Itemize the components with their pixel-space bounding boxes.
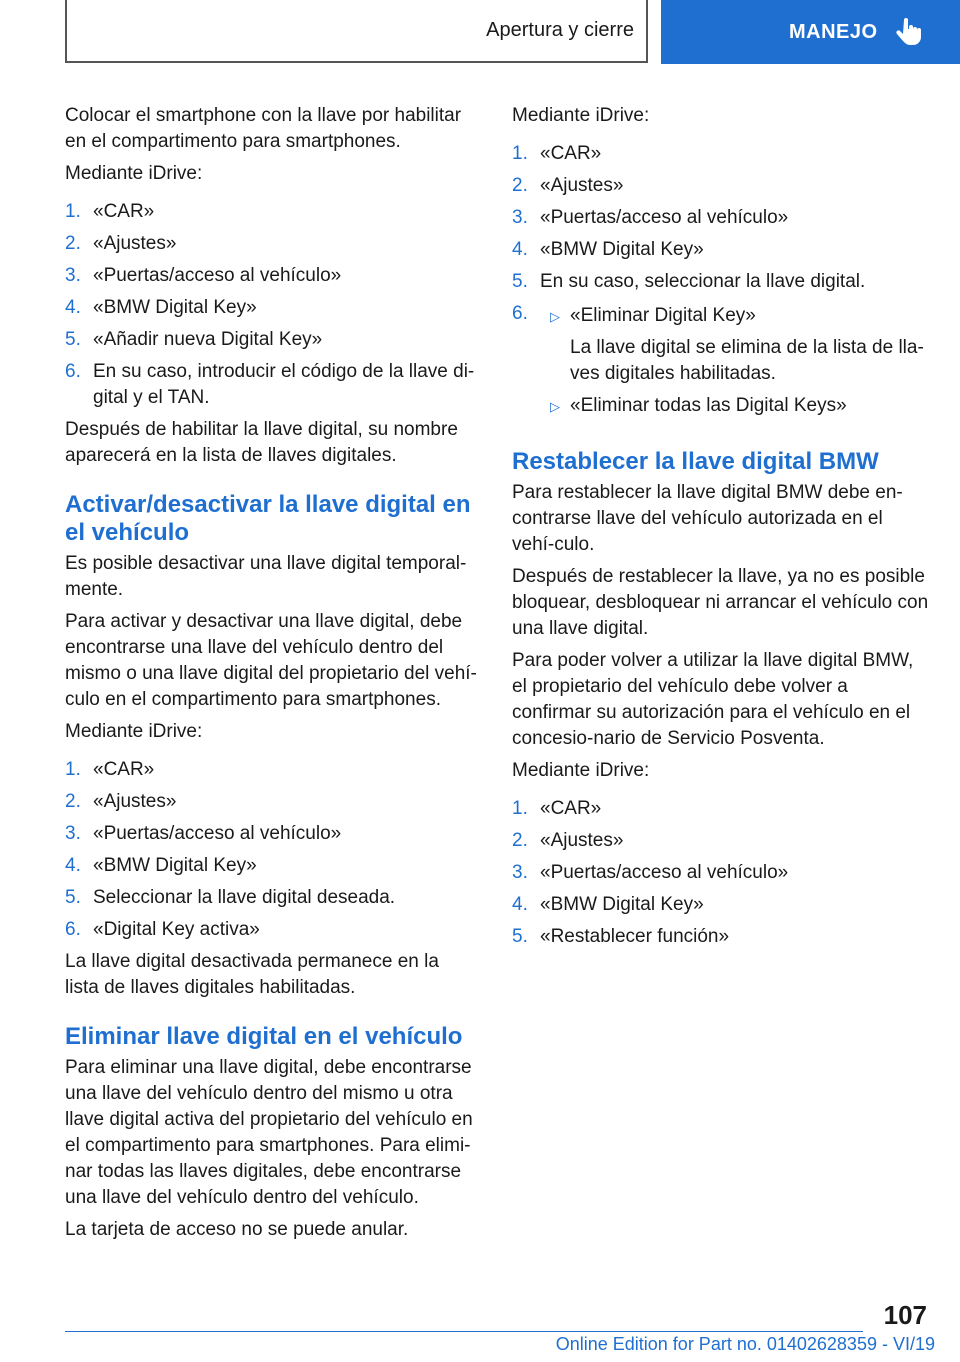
list-number: 1. bbox=[512, 798, 528, 819]
list-item-text: «Añadir nueva Digital Key» bbox=[93, 329, 323, 350]
list-item-text: «CAR» bbox=[93, 201, 155, 222]
list-item bbox=[512, 173, 930, 199]
numbered-list bbox=[512, 796, 930, 950]
list-number: 1. bbox=[65, 201, 81, 222]
section-heading: Activar/desactivar la llave digital en el vehículo bbox=[65, 491, 471, 546]
list-item bbox=[65, 789, 477, 815]
list-item-text: En su caso, seleccionar la llave digital. bbox=[540, 271, 866, 292]
list-number: 4. bbox=[65, 297, 81, 318]
list-item bbox=[512, 141, 930, 167]
list-number: 4. bbox=[65, 855, 81, 876]
list-item bbox=[65, 231, 477, 257]
list-number: 1. bbox=[512, 143, 528, 164]
list-item-text: Seleccionar la llave digital deseada. bbox=[93, 887, 396, 908]
list-item bbox=[512, 860, 930, 886]
chapter-title: MANEJO bbox=[789, 20, 878, 43]
list-number: 2. bbox=[512, 175, 528, 196]
list-item-text: «Restablecer función» bbox=[540, 926, 730, 947]
list-item-text: «CAR» bbox=[93, 759, 155, 780]
paragraph: Mediante iDrive: bbox=[65, 721, 203, 742]
option-item bbox=[540, 303, 930, 387]
triangle-bullet-icon: ▷ bbox=[550, 309, 560, 324]
paragraph: Después de habilitar la llave digital, su nombre aparecerá en la lista de llaves digitales. bbox=[65, 419, 458, 466]
list-item-text: «Ajustes» bbox=[540, 175, 624, 196]
list-number: 4. bbox=[512, 239, 528, 260]
list-item bbox=[65, 199, 477, 225]
paragraph: Para poder volver a utilizar la llave digital BMW, el propietario del vehículo debe volver a confirmar su autorización para el vehículo en el concesio-nario de Servicio Posventa. bbox=[512, 650, 914, 749]
section-heading: Eliminar llave digital en el vehículo bbox=[65, 1023, 463, 1050]
paragraph: Mediante iDrive: bbox=[65, 163, 203, 184]
list-item bbox=[512, 796, 930, 822]
list-item-text: «Puertas/acceso al vehículo» bbox=[540, 862, 789, 883]
edition-note: Online Edition for Part no. 01402628359 - VI/19 bbox=[555, 1334, 935, 1354]
pointing-hand-icon bbox=[896, 18, 922, 46]
paragraph: Colocar el smartphone con la llave por habilitar en el compartimento para smartphones. bbox=[65, 105, 462, 152]
list-item bbox=[512, 237, 930, 263]
paragraph: Es posible desactivar una llave digital temporal-mente. bbox=[65, 553, 467, 600]
option-text bbox=[570, 303, 930, 387]
list-item bbox=[65, 327, 477, 353]
list-number: 2. bbox=[512, 830, 528, 851]
list-item bbox=[512, 828, 930, 854]
list-number: 5. bbox=[512, 271, 528, 292]
list-item bbox=[65, 757, 477, 783]
list-item bbox=[512, 269, 930, 295]
list-item bbox=[65, 917, 477, 943]
paragraph: Para eliminar una llave digital, debe encontrarse una llave del vehículo dentro del mismo u otra llave digital activa del propietario del vehículo en el compartimento para smartphones. Para elimi-nar todas las llaves digitales, debe encontrarse una llave del vehículo dentro del vehículo. bbox=[65, 1057, 473, 1208]
list-number: 3. bbox=[65, 823, 81, 844]
header-chapter-tab bbox=[661, 0, 960, 64]
list-item bbox=[65, 359, 477, 411]
option-label: «Eliminar todas las Digital Keys» bbox=[570, 395, 847, 416]
list-item-text: «Puertas/acceso al vehículo» bbox=[93, 265, 342, 286]
paragraph: Mediante iDrive: bbox=[512, 760, 650, 781]
list-number: 6. bbox=[512, 303, 528, 324]
list-item-text: «CAR» bbox=[540, 143, 602, 164]
list-number: 6. bbox=[65, 919, 81, 940]
paragraph: Después de restablecer la llave, ya no es posible bloquear, desbloquear ni arrancar el vehículo con una llave digital. bbox=[512, 566, 929, 639]
list-item-text: «Puertas/acceso al vehículo» bbox=[540, 207, 789, 228]
list-item-text: En su caso, introducir el código de la llave di-gital y el TAN. bbox=[93, 361, 475, 408]
section-title: Apertura y cierre bbox=[486, 19, 634, 41]
list-number: 3. bbox=[512, 207, 528, 228]
list-number: 5. bbox=[65, 329, 81, 350]
paragraph: Mediante iDrive: bbox=[512, 105, 650, 126]
list-item-text: «Ajustes» bbox=[93, 791, 177, 812]
list-item-text: «Digital Key activa» bbox=[93, 919, 260, 940]
header-section-tab bbox=[65, 0, 648, 63]
list-item-text: «Ajustes» bbox=[540, 830, 624, 851]
list-item bbox=[65, 885, 477, 911]
paragraph: La tarjeta de acceso no se puede anular. bbox=[65, 1219, 409, 1240]
list-item-text: «Puertas/acceso al vehículo» bbox=[93, 823, 342, 844]
page-number: 107 bbox=[883, 1300, 927, 1330]
left-column bbox=[65, 103, 477, 1249]
list-item bbox=[512, 892, 930, 918]
numbered-list bbox=[65, 199, 477, 411]
list-item-text: «BMW Digital Key» bbox=[540, 894, 704, 915]
option-item bbox=[540, 393, 930, 420]
footer-divider bbox=[65, 1331, 863, 1332]
list-number: 1. bbox=[65, 759, 81, 780]
list-number: 3. bbox=[65, 265, 81, 286]
numbered-list bbox=[65, 757, 477, 943]
list-item bbox=[512, 924, 930, 950]
list-item bbox=[65, 821, 477, 847]
list-number: 3. bbox=[512, 862, 528, 883]
list-number: 2. bbox=[65, 233, 81, 254]
list-number: 5. bbox=[65, 887, 81, 908]
list-item bbox=[512, 301, 930, 426]
list-item-text: «BMW Digital Key» bbox=[540, 239, 704, 260]
list-number: 6. bbox=[65, 361, 81, 382]
list-number: 4. bbox=[512, 894, 528, 915]
list-item-text: «BMW Digital Key» bbox=[93, 297, 257, 318]
list-item-text: «CAR» bbox=[540, 798, 602, 819]
paragraph: Para restablecer la llave digital BMW debe en-contrarse llave del vehículo autorizada en el vehí-culo. bbox=[512, 482, 903, 555]
paragraph: La llave digital desactivada permanece en la lista de llaves digitales habilitadas. bbox=[65, 951, 439, 998]
list-item bbox=[65, 295, 477, 321]
list-number: 2. bbox=[65, 791, 81, 812]
list-item-body bbox=[540, 301, 930, 426]
option-label: «Eliminar Digital Key» bbox=[570, 305, 756, 326]
numbered-list bbox=[512, 141, 930, 426]
list-item-text: «BMW Digital Key» bbox=[93, 855, 257, 876]
option-description: La llave digital se elimina de la lista de lla-ves digitales habilitadas. bbox=[570, 337, 924, 384]
list-item bbox=[65, 853, 477, 879]
right-column bbox=[512, 103, 930, 956]
list-item bbox=[65, 263, 477, 289]
list-item-text: «Ajustes» bbox=[93, 233, 177, 254]
list-number: 5. bbox=[512, 926, 528, 947]
list-item bbox=[512, 205, 930, 231]
triangle-bullet-icon: ▷ bbox=[550, 399, 560, 414]
paragraph: Para activar y desactivar una llave digital, debe encontrarse una llave del vehículo dentro del mismo o una llave digital del propietario del vehí-culo en el compartimento para smartphones. bbox=[65, 611, 477, 710]
section-heading: Restablecer la llave digital BMW bbox=[512, 448, 879, 475]
option-list bbox=[540, 303, 930, 420]
